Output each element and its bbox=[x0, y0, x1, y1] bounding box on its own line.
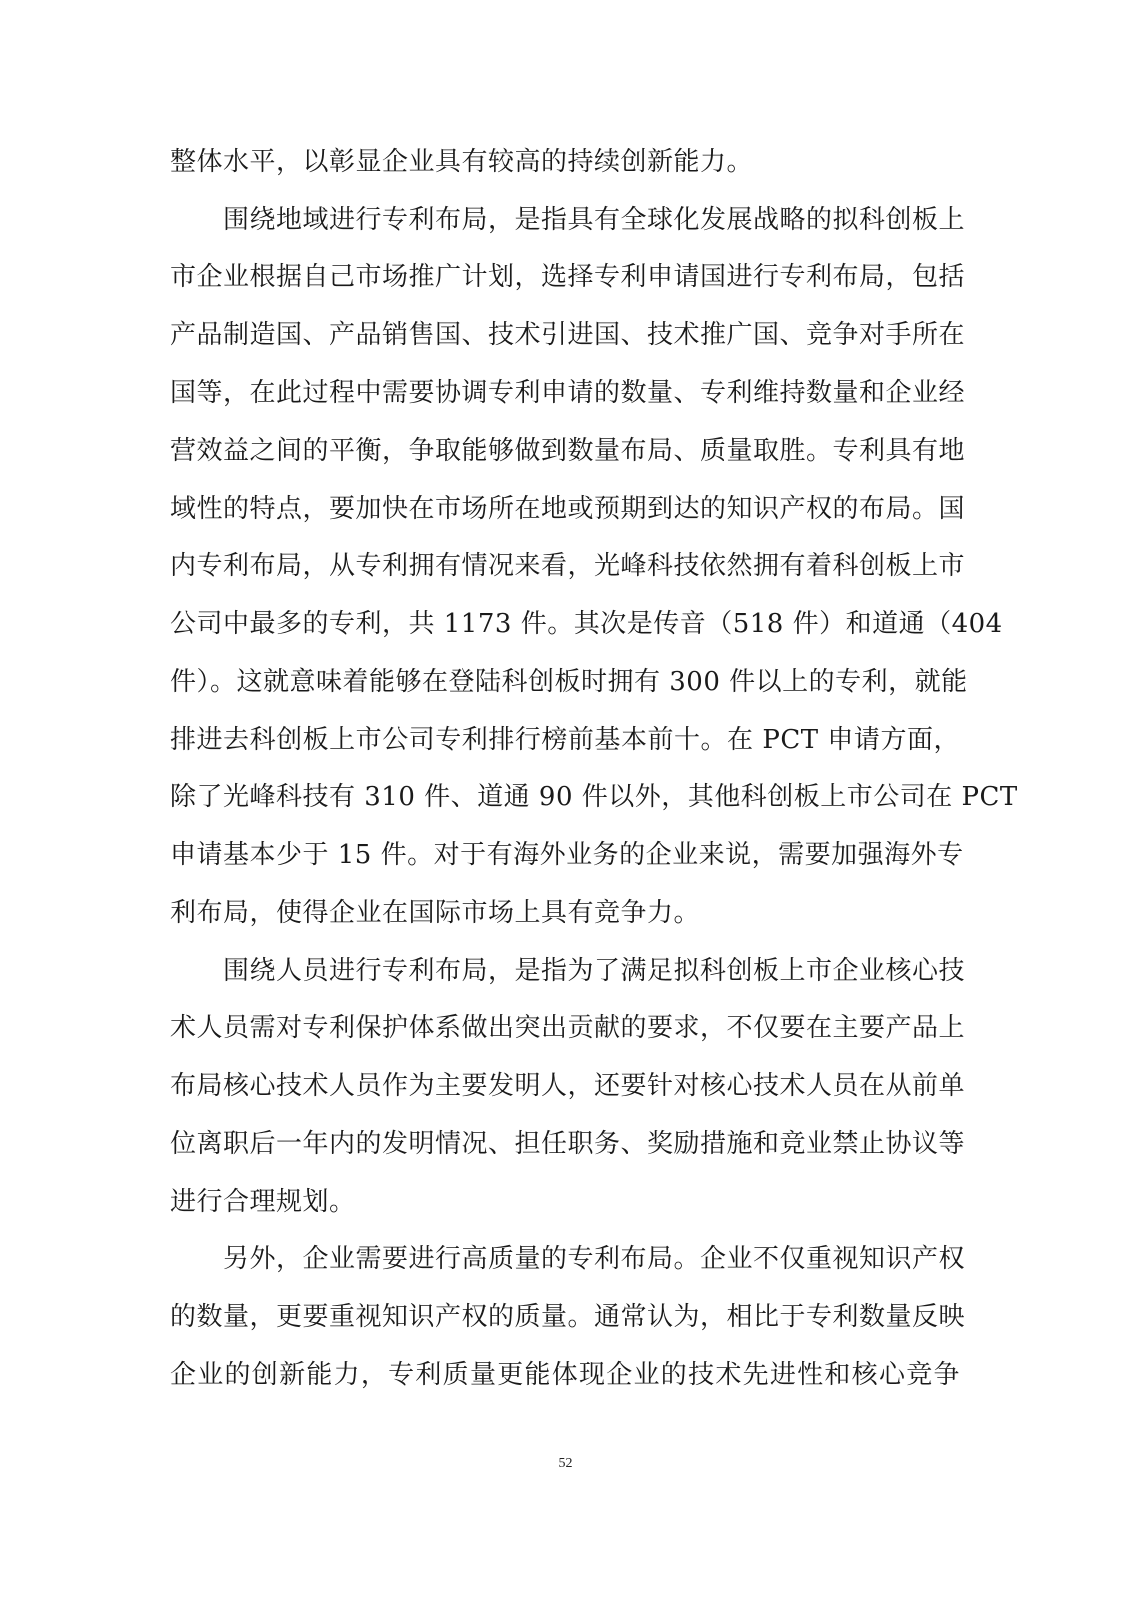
text-line: 产品制造国、产品销售国、技术引进国、技术推广国、竞争对手所在 bbox=[170, 320, 966, 350]
text-line: 围绕人员进行专利布局，是指为了满足拟科创板上市企业核心技 bbox=[170, 956, 966, 986]
text-line: 围绕地域进行专利布局，是指具有全球化发展战略的拟科创板上 bbox=[170, 205, 966, 235]
text-line: 位离职后一年内的发明情况、担任职务、奖励措施和竞业禁止协议等 bbox=[170, 1129, 966, 1159]
text-line: 企业的创新能力，专利质量更能体现企业的技术先进性和核心竞争 bbox=[170, 1360, 960, 1390]
text-line: 内专利布局，从专利拥有情况来看，光峰科技依然拥有着科创板上市 bbox=[170, 551, 966, 581]
text-line: 布局核心技术人员作为主要发明人，还要针对核心技术人员在从前单 bbox=[170, 1071, 966, 1101]
text-line: 国等，在此过程中需要协调专利申请的数量、专利维持数量和企业经 bbox=[170, 378, 966, 408]
page-number: 52 bbox=[558, 1456, 573, 1471]
text-line: 公司中最多的专利，共 1173 件。其次是传音（518 件）和道通（404 bbox=[170, 609, 1003, 639]
text-line: 件）。这就意味着能够在登陆科创板时拥有 300 件以上的专利，就能 bbox=[170, 667, 968, 697]
text-line: 利布局，使得企业在国际市场上具有竞争力。 bbox=[170, 898, 701, 928]
text-line: 域性的特点，要加快在市场所在地或预期到达的知识产权的布局。国 bbox=[170, 494, 966, 524]
text-line: 术人员需对专利保护体系做出突出贡献的要求，不仅要在主要产品上 bbox=[170, 1013, 966, 1043]
text-line: 进行合理规划。 bbox=[170, 1187, 356, 1217]
text-line: 营效益之间的平衡，争取能够做到数量布局、质量取胜。专利具有地 bbox=[170, 436, 966, 466]
text-line: 整体水平，以彰显企业具有较高的持续创新能力。 bbox=[170, 147, 754, 177]
text-line: 排进去科创板上市公司专利排行榜前基本前十。在 PCT 申请方面， bbox=[170, 725, 960, 755]
text-line: 市企业根据自己市场推广计划，选择专利申请国进行专利布局，包括 bbox=[170, 262, 966, 292]
text-line: 除了光峰科技有 310 件、道通 90 件以外，其他科创板上市公司在 PCT bbox=[170, 782, 1018, 812]
text-line: 的数量，更要重视知识产权的质量。通常认为，相比于专利数量反映 bbox=[170, 1302, 966, 1332]
text-line: 另外，企业需要进行高质量的专利布局。企业不仅重视知识产权 bbox=[170, 1244, 966, 1274]
text-line: 申请基本少于 15 件。对于有海外业务的企业来说，需要加强海外专 bbox=[170, 840, 964, 870]
